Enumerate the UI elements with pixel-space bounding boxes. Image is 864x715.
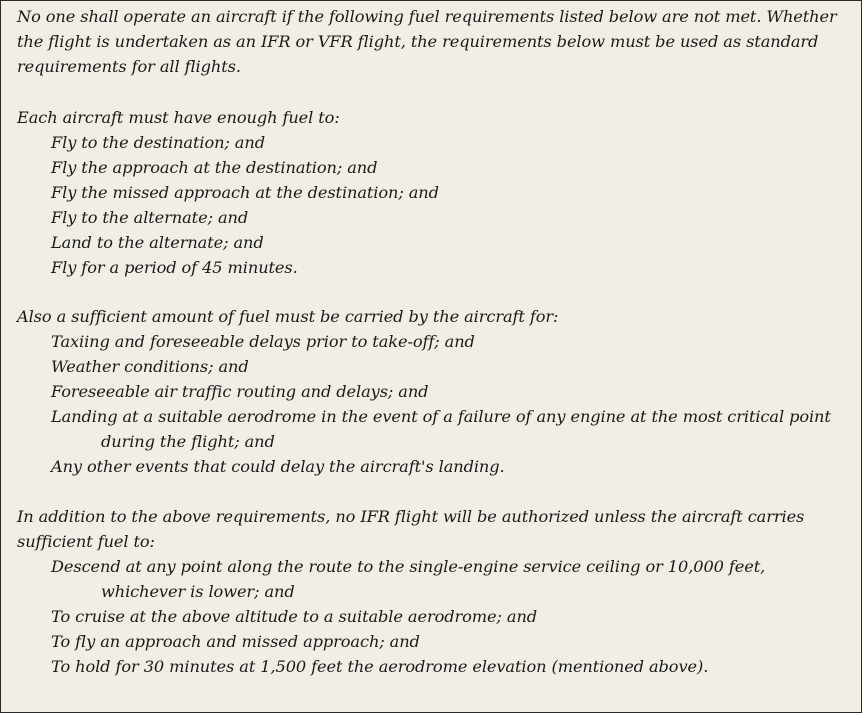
list-item-continuation: whichever is lower; and	[101, 582, 295, 601]
intro-line: requirements for all flights.	[17, 57, 241, 76]
section-heading: In addition to the above requirements, no IFR flight will be authorized unless the aircraft carries	[17, 507, 805, 526]
section-enough-fuel	[17, 105, 851, 280]
list-item: Foreseeable air traffic routing and delays; and	[51, 382, 429, 401]
intro-paragraph	[17, 4, 851, 79]
list-item: To cruise at the above altitude to a suitable aerodrome; and	[51, 607, 538, 626]
intro-line: No one shall operate an aircraft if the following fuel requirements listed below are not met. Whether	[17, 7, 837, 26]
intro-line: the flight is undertaken as an IFR or VFR flight, the requirements below must be used as standard	[17, 32, 819, 51]
list-item: Fly to the alternate; and	[51, 208, 249, 227]
list-item: Fly the missed approach at the destination; and	[51, 183, 439, 202]
list-item: Fly the approach at the destination; and	[51, 158, 378, 177]
list-item: Land to the alternate; and	[51, 233, 264, 252]
section-ifr-fuel	[17, 504, 851, 679]
list-item: To hold for 30 minutes at 1,500 feet the aerodrome elevation (mentioned above).	[51, 657, 709, 676]
list-item: Taxiing and foreseeable delays prior to take-off; and	[51, 332, 475, 351]
list-item: Fly to the destination; and	[51, 133, 265, 152]
list-item: To fly an approach and missed approach; and	[51, 632, 420, 651]
list-item: Descend at any point along the route to the single-engine service ceiling or 10,000 feet,	[51, 557, 766, 576]
list-item: Landing at a suitable aerodrome in the event of a failure of any engine at the most critical point	[51, 407, 831, 426]
list-item-continuation: during the flight; and	[101, 432, 275, 451]
section-heading: Also a sufficient amount of fuel must be carried by the aircraft for:	[17, 307, 559, 326]
section-heading: Each aircraft must have enough fuel to:	[17, 108, 340, 127]
list-item: Fly for a period of 45 minutes.	[51, 258, 298, 277]
section-heading: sufficient fuel to:	[17, 532, 155, 551]
list-item: Any other events that could delay the aircraft's landing.	[51, 457, 505, 476]
section-sufficient-fuel	[17, 304, 851, 479]
list-item: Weather conditions; and	[51, 357, 249, 376]
